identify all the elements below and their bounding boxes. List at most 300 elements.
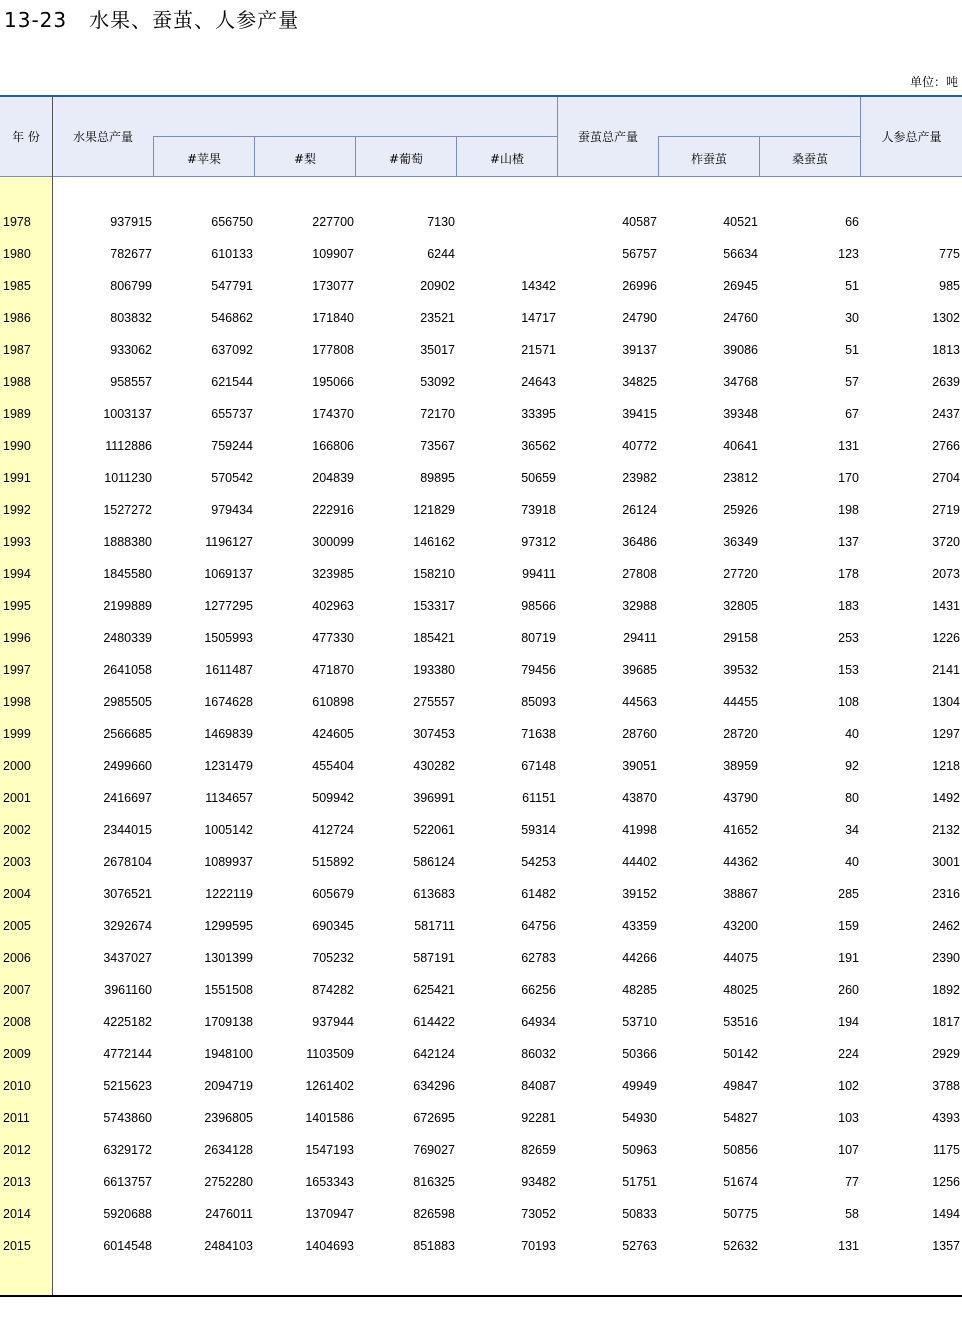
- cell-apple: 2634128: [204, 1143, 253, 1157]
- cell-pear: 477330: [312, 631, 354, 645]
- cell-hawthorn: 24643: [521, 375, 556, 389]
- cell-fruit: 6329172: [103, 1143, 152, 1157]
- cell-cocoon: 52763: [622, 1239, 657, 1253]
- cell-apple: 1089937: [204, 855, 253, 869]
- cell-apple: 2752280: [204, 1175, 253, 1189]
- cell-pear: 204839: [312, 471, 354, 485]
- table-row: [0, 425, 962, 457]
- cell-tussah: 51674: [723, 1175, 758, 1189]
- cell-apple: 2094719: [204, 1079, 253, 1093]
- cell-hawthorn: 92281: [521, 1111, 556, 1125]
- cell-cocoon: 44402: [622, 855, 657, 869]
- cell-pear: 1103509: [306, 1047, 354, 1061]
- cell-mulberry: 40: [845, 727, 859, 741]
- cell-cocoon: 50366: [622, 1047, 657, 1061]
- cell-pear: 471870: [312, 663, 354, 677]
- cell-grape: 826598: [413, 1207, 455, 1221]
- table-row: [0, 1065, 962, 1097]
- cell-fruit: 4772144: [103, 1047, 152, 1061]
- cell-apple: 1469839: [204, 727, 253, 741]
- cell-year: 1988: [3, 375, 31, 389]
- cell-hawthorn: 14717: [521, 311, 556, 325]
- cell-ginseng: 3788: [932, 1079, 960, 1093]
- cell-tussah: 50775: [723, 1207, 758, 1221]
- cell-tussah: 49847: [723, 1079, 758, 1093]
- cell-apple: 1069137: [204, 567, 253, 581]
- cell-mulberry: 178: [838, 567, 859, 581]
- cell-mulberry: 260: [838, 983, 859, 997]
- cell-year: 2003: [3, 855, 31, 869]
- cell-mulberry: 194: [838, 1015, 859, 1029]
- table-row: [0, 713, 962, 745]
- cell-year: 2014: [3, 1207, 31, 1221]
- cell-mulberry: 30: [845, 311, 859, 325]
- cell-cocoon: 28760: [622, 727, 657, 741]
- cell-fruit: 1888380: [103, 535, 152, 549]
- cell-grape: 816325: [413, 1175, 455, 1189]
- cell-tussah: 41652: [723, 823, 758, 837]
- table-row: [0, 873, 962, 905]
- cell-apple: 1301399: [204, 951, 253, 965]
- cell-pear: 323985: [312, 567, 354, 581]
- cell-year: 2004: [3, 887, 31, 901]
- cell-cocoon: 44266: [622, 951, 657, 965]
- cell-apple: 570542: [211, 471, 253, 485]
- cell-fruit: 958557: [110, 375, 152, 389]
- cell-grape: 586124: [413, 855, 455, 869]
- cell-ginseng: 1256: [932, 1175, 960, 1189]
- cell-year: 1978: [3, 215, 31, 229]
- cell-hawthorn: 71638: [521, 727, 556, 741]
- cell-fruit: 803832: [110, 311, 152, 325]
- cell-apple: 1709138: [204, 1015, 253, 1029]
- table-row: [0, 329, 962, 361]
- table-row: [0, 489, 962, 521]
- cell-cocoon: 53710: [622, 1015, 657, 1029]
- cell-fruit: 1003137: [103, 407, 152, 421]
- cell-hawthorn: 86032: [521, 1047, 556, 1061]
- table-row: [0, 649, 962, 681]
- cell-tussah: 28720: [723, 727, 758, 741]
- cell-grape: 613683: [413, 887, 455, 901]
- header-ginseng-total: 人参总产量: [881, 130, 942, 144]
- cell-hawthorn: 64934: [521, 1015, 556, 1029]
- cell-mulberry: 103: [838, 1111, 859, 1125]
- cell-pear: 937944: [312, 1015, 354, 1029]
- cell-ginseng: 1304: [932, 695, 960, 709]
- cell-year: 1987: [3, 343, 31, 357]
- cell-ginseng: 3720: [932, 535, 960, 549]
- cell-pear: 424605: [312, 727, 354, 741]
- cell-ginseng: 1175: [933, 1143, 960, 1157]
- cell-year: 2010: [3, 1079, 31, 1093]
- cell-year: 2002: [3, 823, 31, 837]
- table-row: [0, 1097, 962, 1129]
- table-row: [0, 297, 962, 329]
- cell-tussah: 53516: [723, 1015, 758, 1029]
- cell-grape: 7130: [427, 215, 455, 229]
- table-row: [0, 745, 962, 777]
- cell-cocoon: 32988: [622, 599, 657, 613]
- cell-cocoon: 43359: [622, 919, 657, 933]
- cell-ginseng: 2639: [932, 375, 960, 389]
- cell-hawthorn: 98566: [521, 599, 556, 613]
- cell-apple: 1196127: [205, 535, 253, 549]
- table-row: [0, 1129, 962, 1161]
- cell-grape: 625421: [413, 983, 455, 997]
- cell-hawthorn: 93482: [521, 1175, 556, 1189]
- cell-mulberry: 67: [845, 407, 859, 421]
- cell-year: 2011: [3, 1111, 30, 1125]
- cell-grape: 634296: [413, 1079, 455, 1093]
- cell-fruit: 937915: [110, 215, 152, 229]
- cell-pear: 1547193: [305, 1143, 354, 1157]
- cell-apple: 1611487: [205, 663, 253, 677]
- cell-ginseng: 985: [939, 279, 960, 293]
- cell-apple: 2476011: [205, 1207, 253, 1221]
- table-row: [0, 1033, 962, 1065]
- table-row: [0, 201, 962, 233]
- cell-fruit: 1011230: [104, 471, 152, 485]
- cell-ginseng: 2462: [932, 919, 960, 933]
- cell-fruit: 1112886: [105, 439, 152, 453]
- table-row: [0, 521, 962, 553]
- cell-hawthorn: 84087: [521, 1079, 556, 1093]
- cell-pear: 195066: [312, 375, 354, 389]
- cell-mulberry: 34: [845, 823, 859, 837]
- cell-tussah: 34768: [723, 375, 758, 389]
- header-apple: #苹果: [186, 152, 222, 166]
- cell-fruit: 5920688: [103, 1207, 152, 1221]
- cell-year: 1991: [3, 471, 31, 485]
- cell-tussah: 38867: [723, 887, 758, 901]
- cell-ginseng: 2132: [932, 823, 960, 837]
- cell-year: 2006: [3, 951, 31, 965]
- cell-ginseng: 1357: [932, 1239, 960, 1253]
- cell-cocoon: 27808: [622, 567, 657, 581]
- cell-ginseng: 1302: [932, 311, 960, 325]
- cell-cocoon: 24790: [622, 311, 657, 325]
- cell-tussah: 38959: [723, 759, 758, 773]
- cell-cocoon: 56757: [622, 247, 657, 261]
- cell-pear: 705232: [312, 951, 354, 965]
- cell-mulberry: 153: [838, 663, 859, 677]
- cell-year: 1993: [3, 535, 31, 549]
- cell-tussah: 52632: [723, 1239, 758, 1253]
- cell-year: 1980: [3, 247, 31, 261]
- cell-grape: 6244: [427, 247, 455, 261]
- cell-tussah: 50856: [723, 1143, 758, 1157]
- cell-tussah: 50142: [723, 1047, 758, 1061]
- cell-year: 2005: [3, 919, 31, 933]
- cell-fruit: 2678104: [103, 855, 152, 869]
- cell-year: 1994: [3, 567, 31, 581]
- cell-hawthorn: 82659: [521, 1143, 556, 1157]
- cell-year: 1996: [3, 631, 31, 645]
- cell-apple: 1231479: [204, 759, 253, 773]
- cell-pear: 222916: [312, 503, 354, 517]
- table-row: [0, 841, 962, 873]
- cell-year: 1985: [3, 279, 31, 293]
- cell-grape: 35017: [420, 343, 455, 357]
- cell-tussah: 36349: [723, 535, 758, 549]
- cell-cocoon: 26996: [622, 279, 657, 293]
- cell-ginseng: 1817: [932, 1015, 960, 1029]
- cell-cocoon: 54930: [622, 1111, 657, 1125]
- table-row: [0, 969, 962, 1001]
- cell-ginseng: 2437: [932, 407, 960, 421]
- table-row: [0, 617, 962, 649]
- cell-tussah: 48025: [723, 983, 758, 997]
- table-row: [0, 1161, 962, 1193]
- cell-ginseng: 1297: [932, 727, 960, 741]
- cell-apple: 2484103: [204, 1239, 253, 1253]
- cell-year: 1992: [3, 503, 31, 517]
- cell-tussah: 39348: [723, 407, 758, 421]
- cell-mulberry: 159: [838, 919, 859, 933]
- table-row: [0, 1001, 962, 1033]
- cell-pear: 610898: [312, 695, 354, 709]
- cell-pear: 874282: [312, 983, 354, 997]
- table-row: [0, 905, 962, 937]
- cell-grape: 769027: [413, 1143, 455, 1157]
- cell-hawthorn: 67148: [521, 759, 556, 773]
- cell-cocoon: 40587: [622, 215, 657, 229]
- cell-cocoon: 36486: [622, 535, 657, 549]
- cell-ginseng: 1226: [932, 631, 960, 645]
- cell-pear: 174370: [312, 407, 354, 421]
- cell-grape: 89895: [420, 471, 455, 485]
- cell-year: 2009: [3, 1047, 31, 1061]
- cell-apple: 546862: [211, 311, 253, 325]
- cell-tussah: 43200: [723, 919, 758, 933]
- cell-fruit: 1527272: [103, 503, 152, 517]
- cell-pear: 166806: [312, 439, 354, 453]
- cell-pear: 509942: [312, 791, 354, 805]
- cell-ginseng: 2141: [932, 663, 960, 677]
- cell-grape: 851883: [413, 1239, 455, 1253]
- cell-hawthorn: 14342: [521, 279, 556, 293]
- cell-mulberry: 51: [845, 343, 859, 357]
- cell-cocoon: 50833: [622, 1207, 657, 1221]
- cell-grape: 672695: [413, 1111, 455, 1125]
- cell-ginseng: 4393: [932, 1111, 960, 1125]
- cell-hawthorn: 64756: [521, 919, 556, 933]
- cell-apple: 655737: [211, 407, 253, 421]
- cell-apple: 1134657: [205, 791, 253, 805]
- cell-hawthorn: 80719: [521, 631, 556, 645]
- cell-tussah: 25926: [723, 503, 758, 517]
- cell-ginseng: 1892: [932, 983, 960, 997]
- cell-cocoon: 51751: [622, 1175, 657, 1189]
- cell-fruit: 2566685: [103, 727, 152, 741]
- header-pear: #梨: [293, 152, 317, 166]
- cell-ginseng: 1813: [932, 343, 960, 357]
- cell-tussah: 56634: [723, 247, 758, 261]
- cell-year: 1998: [3, 695, 31, 709]
- cell-pear: 177808: [312, 343, 354, 357]
- cell-mulberry: 198: [838, 503, 859, 517]
- cell-grape: 53092: [420, 375, 455, 389]
- cell-hawthorn: 66256: [521, 983, 556, 997]
- cell-tussah: 26945: [723, 279, 758, 293]
- table-row: [0, 1193, 962, 1225]
- cell-apple: 1299595: [204, 919, 253, 933]
- table-row: [0, 553, 962, 585]
- cell-mulberry: 137: [838, 535, 859, 549]
- cell-ginseng: 2719: [932, 503, 960, 517]
- cell-cocoon: 39415: [622, 407, 657, 421]
- cell-tussah: 23812: [723, 471, 758, 485]
- cell-cocoon: 44563: [622, 695, 657, 709]
- cell-tussah: 39086: [723, 343, 758, 357]
- cell-fruit: 3292674: [103, 919, 152, 933]
- cell-fruit: 6613757: [103, 1175, 152, 1189]
- cell-grape: 153317: [413, 599, 455, 613]
- cell-pear: 109907: [312, 247, 354, 261]
- cell-year: 1986: [3, 311, 31, 325]
- cell-tussah: 44075: [723, 951, 758, 965]
- cell-apple: 1005142: [204, 823, 253, 837]
- cell-tussah: 44362: [723, 855, 758, 869]
- cell-apple: 1551508: [204, 983, 253, 997]
- cell-tussah: 24760: [723, 311, 758, 325]
- cell-fruit: 6014548: [103, 1239, 152, 1253]
- header-mulberry: 桑蚕茧: [791, 152, 828, 166]
- table-row: [0, 681, 962, 713]
- cell-year: 2008: [3, 1015, 31, 1029]
- header-tussah: 柞蚕茧: [690, 152, 727, 166]
- cell-ginseng: 2929: [932, 1047, 960, 1061]
- cell-fruit: 2199889: [103, 599, 152, 613]
- cell-grape: 581711: [414, 919, 455, 933]
- cell-grape: 193380: [413, 663, 455, 677]
- table-row: [0, 457, 962, 489]
- cell-mulberry: 107: [838, 1143, 859, 1157]
- cell-fruit: 2344015: [103, 823, 152, 837]
- table-row: [0, 809, 962, 841]
- cell-ginseng: 2704: [932, 471, 960, 485]
- header-grape: #葡萄: [388, 152, 424, 166]
- cell-mulberry: 77: [845, 1175, 859, 1189]
- table-row: [0, 777, 962, 809]
- table-row: [0, 585, 962, 617]
- cell-pear: 173077: [312, 279, 354, 293]
- cell-tussah: 39532: [723, 663, 758, 677]
- cell-tussah: 27720: [723, 567, 758, 581]
- cell-pear: 1370947: [305, 1207, 354, 1221]
- cell-mulberry: 57: [845, 375, 859, 389]
- table-row: [0, 361, 962, 393]
- cell-apple: 547791: [211, 279, 253, 293]
- cell-grape: 587191: [413, 951, 455, 965]
- cell-year: 1997: [3, 663, 31, 677]
- cell-ginseng: 1431: [932, 599, 960, 613]
- cell-ginseng: 1218: [932, 759, 960, 773]
- cell-tussah: 54827: [723, 1111, 758, 1125]
- cell-mulberry: 191: [838, 951, 859, 965]
- cell-pear: 455404: [312, 759, 354, 773]
- cell-tussah: 32805: [723, 599, 758, 613]
- cell-mulberry: 92: [845, 759, 859, 773]
- cell-apple: 610133: [211, 247, 253, 261]
- cell-grape: 614422: [413, 1015, 455, 1029]
- cell-fruit: 4225182: [103, 1015, 152, 1029]
- cell-hawthorn: 73052: [521, 1207, 556, 1221]
- cell-hawthorn: 33395: [521, 407, 556, 421]
- cell-ginseng: 2073: [932, 567, 960, 581]
- cell-ginseng: 3001: [932, 855, 960, 869]
- table-row: [0, 265, 962, 297]
- table-row: [0, 233, 962, 265]
- cell-fruit: 933062: [110, 343, 152, 357]
- cell-pear: 227700: [312, 215, 354, 229]
- cell-cocoon: 40772: [622, 439, 657, 453]
- cell-fruit: 2416697: [103, 791, 152, 805]
- cell-year: 1999: [3, 727, 31, 741]
- cell-year: 2012: [3, 1143, 31, 1157]
- cell-mulberry: 80: [845, 791, 859, 805]
- cell-hawthorn: 73918: [521, 503, 556, 517]
- cell-fruit: 2985505: [103, 695, 152, 709]
- cell-cocoon: 39051: [622, 759, 657, 773]
- cell-hawthorn: 61151: [522, 791, 556, 805]
- cell-fruit: 2641058: [103, 663, 152, 677]
- cell-ginseng: 2390: [932, 951, 960, 965]
- cell-hawthorn: 50659: [521, 471, 556, 485]
- cell-apple: 1222119: [205, 887, 253, 901]
- header-year: 年 份: [12, 130, 40, 144]
- cell-fruit: 2499660: [103, 759, 152, 773]
- cell-pear: 1404693: [305, 1239, 354, 1253]
- cell-mulberry: 123: [838, 247, 859, 261]
- cell-cocoon: 39152: [622, 887, 657, 901]
- cell-ginseng: 1492: [932, 791, 960, 805]
- cell-pear: 300099: [312, 535, 354, 549]
- cell-cocoon: 34825: [622, 375, 657, 389]
- cell-fruit: 3076521: [103, 887, 152, 901]
- cell-grape: 146162: [413, 535, 455, 549]
- cell-hawthorn: 99411: [522, 567, 556, 581]
- cell-mulberry: 40: [845, 855, 859, 869]
- cell-apple: 759244: [211, 439, 253, 453]
- cell-grape: 522061: [413, 823, 455, 837]
- table-title-text: 水果、蚕茧、人参产量: [89, 8, 300, 32]
- cell-apple: 979434: [211, 503, 253, 517]
- cell-grape: 185421: [413, 631, 455, 645]
- cell-tussah: 29158: [723, 631, 758, 645]
- cell-grape: 275557: [413, 695, 455, 709]
- cell-ginseng: 2316: [932, 887, 960, 901]
- cell-pear: 412724: [312, 823, 354, 837]
- cell-cocoon: 26124: [622, 503, 657, 517]
- cell-grape: 307453: [413, 727, 455, 741]
- cell-pear: 402963: [312, 599, 354, 613]
- cell-grape: 73567: [420, 439, 455, 453]
- cell-mulberry: 58: [845, 1207, 859, 1221]
- cell-hawthorn: 21571: [521, 343, 556, 357]
- table-row: [0, 937, 962, 969]
- cell-hawthorn: 70193: [521, 1239, 556, 1253]
- cell-hawthorn: 62783: [521, 951, 556, 965]
- cell-mulberry: 253: [838, 631, 859, 645]
- cell-mulberry: 224: [838, 1047, 859, 1061]
- table-bottom-border: [0, 1295, 962, 1297]
- cell-grape: 121829: [413, 503, 455, 517]
- cell-apple: 621544: [211, 375, 253, 389]
- cell-apple: 1277295: [204, 599, 253, 613]
- cell-ginseng: 775: [939, 247, 960, 261]
